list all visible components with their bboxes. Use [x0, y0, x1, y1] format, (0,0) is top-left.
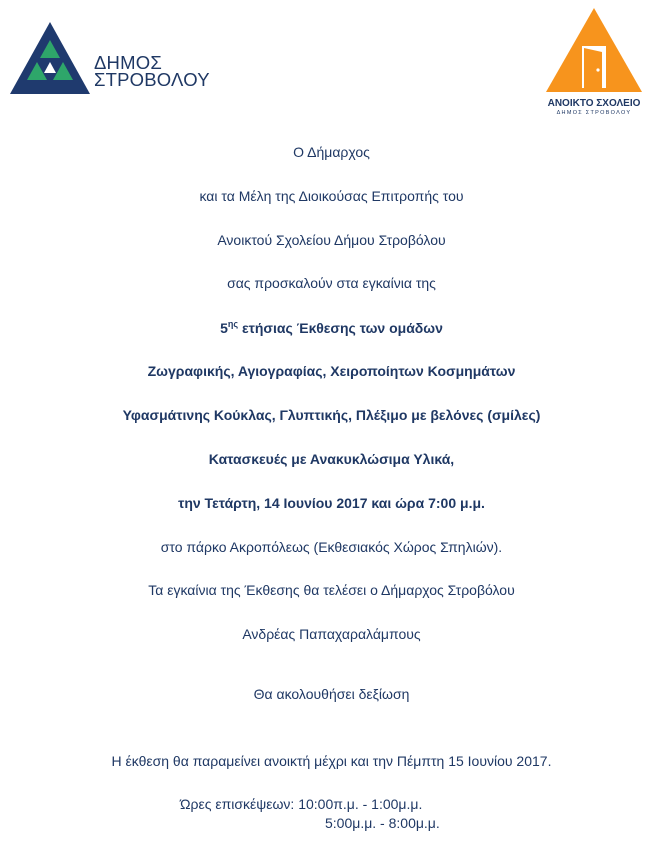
edition-number: 5	[220, 320, 228, 336]
visiting-hours-evening: 5:00μ.μ. - 8:00μ.μ.	[325, 815, 440, 831]
open-school-door-icon	[542, 6, 646, 96]
municipality-triangle-icon	[8, 20, 92, 96]
open-school-logo	[542, 6, 652, 116]
invite-line: σας προσκαλούν στα εγκαίνια της	[227, 275, 436, 291]
mayor-name: Ανδρέας Παπαχαραλάμπους	[242, 626, 421, 642]
groups-line-3: Κατασκευές με Ανακυκλώσιμα Υλικά,	[208, 451, 455, 467]
opening-by-line: Τα εγκαίνια της Έκθεσης θα τελέσει ο Δήμαρχος Στροβόλου	[148, 582, 515, 598]
visiting-hours-label: Ώρες επισκέψεων:	[180, 796, 299, 812]
committee-line: και τα Μέλη της Διοικούσας Επιτροπής του	[199, 188, 464, 204]
edition-suffix: ης	[227, 319, 239, 329]
school-line: Ανοικτού Σχολείου Δήμου Στροβόλου	[217, 232, 446, 248]
venue-line: στο πάρκο Ακροπόλεως (Εκθεσιακός Χώρος Σπηλιών).	[160, 539, 503, 555]
municipality-name	[94, 54, 210, 88]
groups-line-2: Υφασμάτινης Κούκλας, Γλυπτικής, Πλέξιμο με βελόνες (σμίλες)	[122, 407, 541, 423]
visiting-hours-morning: 10:00π.μ. - 1:00μ.μ.	[298, 796, 423, 812]
mayor-line: Ο Δήμαρχος	[293, 144, 370, 160]
reception-line: Θα ακολουθήσει δεξίωση	[253, 686, 410, 702]
municipality-name-line1: ΔΗΜΟΣ	[94, 52, 162, 73]
visiting-hours	[180, 795, 422, 813]
open-until-line: Η έκθεση θα παραμείνει ανοικτή μέχρι και την Πέμπτη 15 Ιουνίου 2017.	[111, 753, 552, 769]
exhibition-title	[0, 319, 663, 337]
groups-line-1: Ζωγραφικής, Αγιογραφίας, Χειροποίητων Κοσμημάτων	[147, 363, 516, 379]
municipality-name-line2: ΣΤΡΟΒΟΛΟΥ	[94, 69, 210, 90]
edition-rest: ετήσιας Έκθεσης των ομάδων	[238, 320, 443, 336]
open-school-title: ΑΝΟΙΚΤΟ ΣΧΟΛΕΙΟ	[547, 98, 641, 109]
date-time-line: την Τετάρτη, 14 Ιουνίου 2017 και ώρα 7:00 μ.μ.	[178, 495, 485, 511]
municipality-logo	[8, 20, 208, 100]
open-school-subtitle: ΔΗΜΟΣ ΣΤΡΟΒΟΛΟΥ	[556, 110, 632, 116]
